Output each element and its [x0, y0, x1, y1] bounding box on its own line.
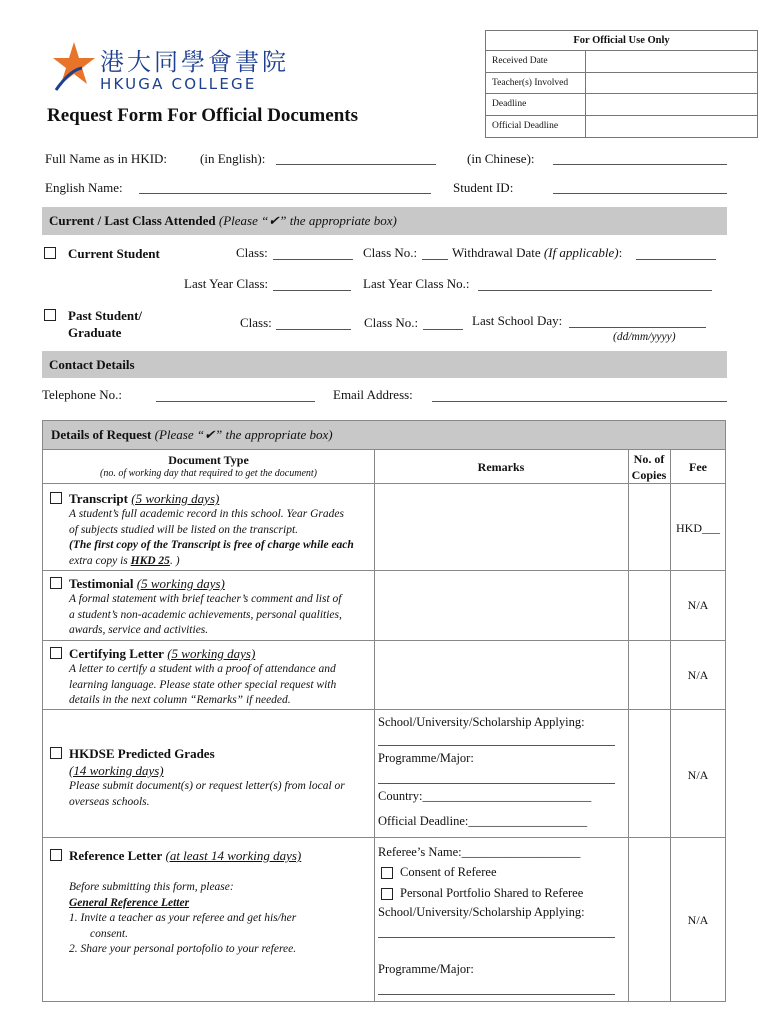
- reference-letter-title: Reference Letter (at least 14 working days): [69, 848, 302, 863]
- received-date-field[interactable]: [586, 51, 757, 72]
- reference-school-applying-field[interactable]: [378, 937, 615, 938]
- testimonial-checkbox[interactable]: [50, 577, 62, 589]
- last-year-class-no-field[interactable]: [478, 290, 712, 291]
- star-logo-icon: [52, 40, 96, 92]
- transcript-checkbox[interactable]: [50, 492, 62, 504]
- class-section-title: Current / Last Class Attended: [49, 213, 216, 228]
- telephone-field[interactable]: [156, 401, 315, 402]
- reference-letter-checkbox[interactable]: [50, 849, 62, 861]
- col-copies-2: Copies: [631, 468, 667, 482]
- hkdse-fee: N/A: [687, 768, 709, 782]
- class-label: Class:: [236, 245, 268, 260]
- reference-letter-description: Before submitting this form, please: General Reference Letter 1. Invite a teacher as your referee and get his/her consent. 2. Share your personal portofolio to your referee.: [69, 881, 297, 955]
- teacher-involved-label: Teacher(s) Involved: [486, 73, 586, 94]
- chinese-name-field[interactable]: [553, 164, 727, 165]
- english-name-field[interactable]: [139, 193, 431, 194]
- class-section-note: (Please “✔” the appropriate box): [218, 213, 397, 228]
- portfolio-shared-checkbox[interactable]: [381, 888, 393, 900]
- hkdse-days: (14 working days): [69, 763, 164, 778]
- student-id-label: Student ID:: [453, 180, 514, 195]
- english-name-hkid-field[interactable]: [276, 164, 436, 165]
- certifying-letter-description: A letter to certify a student with a proof of attendance and learning language. Please state other special request with details in the next column “Remarks” if needed.: [69, 663, 337, 706]
- past-class-field[interactable]: [276, 329, 351, 330]
- certifying-letter-fee: N/A: [687, 668, 709, 682]
- email-label: Email Address:: [333, 387, 413, 402]
- hkdse-country[interactable]: Country:___________________________: [378, 789, 592, 803]
- col-remarks: Remarks: [477, 460, 525, 474]
- transcript-title: Transcript (5 working days): [69, 491, 220, 506]
- past-student-checkbox[interactable]: [44, 309, 56, 321]
- col-fee: Fee: [689, 460, 707, 474]
- full-name-label: Full Name as in HKID:: [45, 151, 168, 166]
- class-section-header: [42, 207, 727, 235]
- student-id-field[interactable]: [553, 193, 727, 194]
- last-school-day-label: Last School Day:: [472, 313, 563, 328]
- details-section-header: [43, 421, 725, 449]
- past-class-no-label: Class No.:: [364, 315, 419, 330]
- past-class-no-field[interactable]: [423, 329, 463, 330]
- details-table: [42, 420, 726, 1002]
- hkdse-programme-label: Programme/Major:: [378, 751, 474, 765]
- graduate-label: Graduate: [68, 325, 122, 340]
- hkdse-programme-field[interactable]: [378, 783, 615, 784]
- email-field[interactable]: [432, 401, 727, 402]
- school-name-chinese: 港大同學會書院: [100, 48, 289, 76]
- testimonial-title: Testimonial (5 working days): [69, 576, 225, 591]
- hkdse-school-applying-label: School/University/Scholarship Applying:: [378, 715, 585, 729]
- reference-programme-field[interactable]: [378, 994, 615, 995]
- withdrawal-date-field[interactable]: [636, 259, 716, 260]
- class-field[interactable]: [273, 259, 353, 260]
- official-use-title: For Official Use Only: [486, 31, 757, 51]
- past-class-label: Class:: [240, 315, 272, 330]
- teacher-involved-field[interactable]: [586, 73, 757, 94]
- received-date-label: Received Date: [486, 51, 586, 72]
- past-student-label: Past Student/: [68, 308, 143, 323]
- testimonial-description: A formal statement with brief teacher’s comment and list of a student’s non-academic achievements, personal qualities, awards, service and activities.: [69, 593, 342, 636]
- in-english-label: (in English):: [200, 151, 266, 166]
- deadline-field[interactable]: [586, 94, 757, 115]
- date-format-hint: (dd/mm/yyyy): [613, 331, 676, 343]
- details-section-title: Details of Request: [51, 427, 152, 442]
- school-name-english: HKUGA COLLEGE: [100, 75, 257, 93]
- class-no-field[interactable]: [422, 259, 448, 260]
- reference-school-applying-label: School/University/Scholarship Applying:: [378, 905, 585, 919]
- transcript-description: A student’s full academic record in this school. Year Grades of subjects studied will be listed on the transcript. (The first copy of the Transcript is free of charge while each extra copy is HKD 25. ): [69, 508, 354, 567]
- hkdse-title: HKDSE Predicted Grades: [69, 746, 215, 761]
- transcript-fee: HKD___: [676, 521, 720, 535]
- consent-of-referee-checkbox[interactable]: [381, 867, 393, 879]
- last-year-class-label: Last Year Class:: [184, 276, 269, 291]
- english-name-label: English Name:: [45, 180, 123, 195]
- last-year-class-no-label: Last Year Class No.:: [363, 276, 470, 291]
- official-deadline-field[interactable]: [586, 116, 757, 138]
- col-document-type-sub: (no. of working day that required to get the document): [100, 468, 317, 479]
- testimonial-fee: N/A: [687, 598, 709, 612]
- certifying-letter-title: Certifying Letter (5 working days): [69, 646, 256, 661]
- telephone-label: Telephone No.:: [42, 387, 122, 402]
- hkdse-official-deadline[interactable]: Official Deadline:___________________: [378, 814, 588, 828]
- hkdse-school-applying-field[interactable]: [378, 745, 615, 746]
- col-copies-1: No. of: [633, 452, 665, 466]
- last-year-class-field[interactable]: [273, 290, 351, 291]
- hkdse-description: Please submit document(s) or request letter(s) from local or overseas schools.: [69, 780, 345, 808]
- contact-section-title: Contact Details: [49, 357, 135, 372]
- school-logo: [52, 40, 292, 96]
- hkdse-checkbox[interactable]: [50, 747, 62, 759]
- contact-section-header: [42, 351, 727, 378]
- official-deadline-label: Official Deadline: [486, 116, 586, 138]
- details-section-note: (Please “✔” the appropriate box): [154, 427, 333, 442]
- current-student-label: Current Student: [68, 246, 160, 261]
- last-school-day-field[interactable]: [569, 327, 706, 328]
- deadline-label: Deadline: [486, 94, 586, 115]
- class-no-label: Class No.:: [363, 245, 418, 260]
- withdrawal-date-label: Withdrawal Date (If applicable):: [452, 245, 623, 260]
- reference-letter-fee: N/A: [687, 913, 709, 927]
- in-chinese-label: (in Chinese):: [467, 151, 535, 166]
- current-student-checkbox[interactable]: [44, 247, 56, 259]
- consent-of-referee-label: Consent of Referee: [400, 865, 497, 879]
- portfolio-shared-label: Personal Portfolio Shared to Referee: [400, 886, 584, 900]
- reference-programme-label: Programme/Major:: [378, 962, 474, 976]
- referee-name[interactable]: Referee’s Name:___________________: [378, 845, 581, 859]
- col-document-type: Document Type: [168, 453, 249, 467]
- form-title: Request Form For Official Documents: [47, 105, 358, 126]
- certifying-letter-checkbox[interactable]: [50, 647, 62, 659]
- official-use-box: [485, 30, 758, 138]
